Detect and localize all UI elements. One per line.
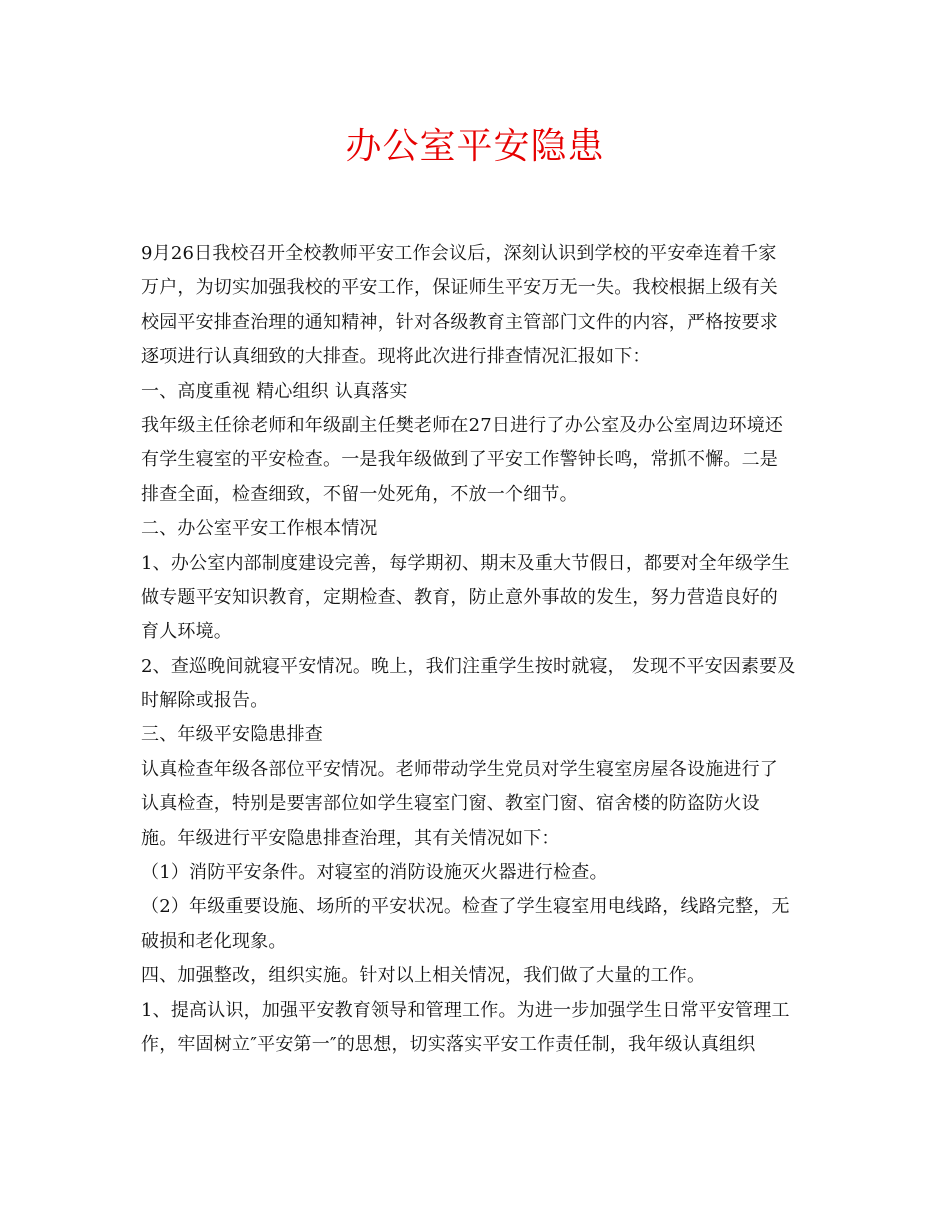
text-line: 施。年级进行平安隐患排查治理，其有关情况如下： bbox=[141, 827, 560, 849]
text-line: 校园平安排查治理的通知精神，针对各级教育主管部门文件的内容，严格按要求 bbox=[141, 311, 778, 333]
section-heading: 三、年级平安隐患排查 bbox=[141, 724, 323, 746]
text-line: 9月26日我校召开全校教师平安工作会议后，深刻认识到学校的平安牵连着千家 bbox=[141, 243, 777, 264]
text-line: 认真检查，特别是要害部位如学生寝室门窗、教室门窗、宿舍楼的防盗防火设 bbox=[141, 793, 760, 815]
text-line: 做专题平安知识教育，定期检查、教育，防止意外事故的发生，努力营造良好的 bbox=[141, 586, 778, 608]
text-line: 排查全面，检查细致，不留一处死角，不放一个细节。 bbox=[141, 483, 578, 505]
text-line: 育人环境。 bbox=[141, 621, 232, 643]
text-line: （2）年级重要设施、场所的平安状况。检查了学生寝室用电线路，线路完整，无 bbox=[141, 896, 790, 918]
text-line: 万户，为切实加强我校的平安工作，保证师生平安万无一失。我校根据上级有关 bbox=[141, 277, 778, 299]
text-line: 认真检查年级各部位平安情况。老师带动学生党员对学生寝室房屋各设施进行了 bbox=[141, 758, 778, 780]
section-heading: 一、高度重视 精心组织 认真落实 bbox=[141, 380, 408, 402]
document-body bbox=[141, 237, 813, 1062]
text-line: 有学生寝室的平安检查。一是我年级做到了平安工作警钟长鸣，常抓不懈。二是 bbox=[141, 449, 778, 471]
section-heading: 二、办公室平安工作根本情况 bbox=[141, 518, 378, 540]
text-line: 2、查巡晚间就寝平安情况。晚上，我们注重学生按时就寝， 发现不平安因素要及 bbox=[141, 655, 796, 677]
section-heading: 四、加强整改，组织实施。针对以上相关情况，我们做了大量的工作。 bbox=[141, 965, 706, 987]
text-line: 我年级主任徐老师和年级副主任樊老师在27日进行了办公室及办公室周边环境还 bbox=[141, 414, 784, 436]
text-line: 1、办公室内部制度建设完善，每学期初、期末及重大节假日，都要对全年级学生 bbox=[141, 552, 790, 574]
text-line: 时解除或报告。 bbox=[141, 690, 269, 712]
text-line: 作，牢固树立″平安第一″的思想，切实落实平安工作责任制，我年级认真组织 bbox=[141, 1033, 756, 1055]
text-line: 逐项进行认真细致的大排查。现将此次进行排查情况汇报如下： bbox=[141, 346, 651, 368]
text-line: （1）消防平安条件。对寝室的消防设施灭火器进行检查。 bbox=[141, 862, 608, 884]
text-line: 破损和老化现象。 bbox=[141, 930, 287, 952]
document-title: 办公室平安隐患 bbox=[345, 126, 605, 167]
text-line: 1、提高认识，加强平安教育领导和管理工作。为进一步加强学生日常平安管理工 bbox=[141, 999, 790, 1021]
